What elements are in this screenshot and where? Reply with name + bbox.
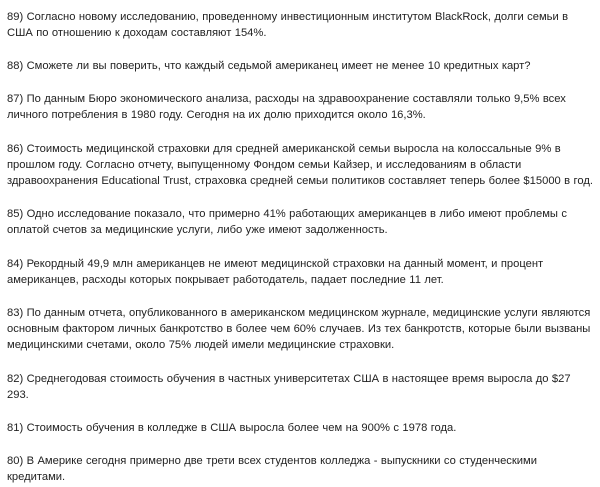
fact-89: 89) Согласно новому исследованию, проведенному инвестиционным институтом BlackRock, долги семьи в США по отношению к доходам составляют 154%. bbox=[7, 11, 569, 39]
fact-list bbox=[7, 9, 595, 485]
fact-88: 88) Сможете ли вы поверить, что каждый седьмой американец имеет не менее 10 кредитных карт? bbox=[7, 60, 531, 72]
fact-87: 87) По данным Бюро экономического анализа, расходы на здравоохранение составляли только 9,5% всех личного потребления в 1980 году. Сегодня на их долю приходится около 16,3%. bbox=[7, 93, 566, 121]
fact-83: 83) По данным отчета, опубликованного в американском медицинском журнале, медицинские услуги являются основным фактором личных банкротство в более чем 60% случаев. Из тех банкротств, которые были вызваны медицинскими счетами, около 75% людей имели медицинские страховки. bbox=[7, 307, 591, 351]
fact-84: 84) Рекордный 49,9 млн американцев не имеют медицинской страховки на данный момент, и процент американцев, расходы которых покрывает работодатель, падает последние 11 лет. bbox=[7, 258, 544, 286]
fact-86: 86) Стоимость медицинской страховки для средней американской семьи выросла на колоссальные 9% в прошлом году. Согласно отчету, выпущенному Фондом семьи Кайзер, и исследованиям в области здравоохранения Educational Trust, страховка средней семьи политиков составляет теперь более $15000 в год. bbox=[7, 143, 593, 187]
fact-81: 81) Стоимость обучения в колледже в США выросла более чем на 900% с 1978 года. bbox=[7, 422, 457, 434]
fact-82: 82) Среднегодовая стоимость обучения в частных университетах США в настоящее время выросла до $27 293. bbox=[7, 373, 571, 401]
fact-85: 85) Одно исследование показало, что примерно 41% работающих американцев в либо имеют проблемы с оплатой счетов за медицинские услуги, либо уже имеют задолженность. bbox=[7, 208, 567, 236]
fact-80: 80) В Америке сегодня примерно две трети всех студентов колледжа - выпускники со студенческими кредитами. bbox=[7, 455, 537, 483]
